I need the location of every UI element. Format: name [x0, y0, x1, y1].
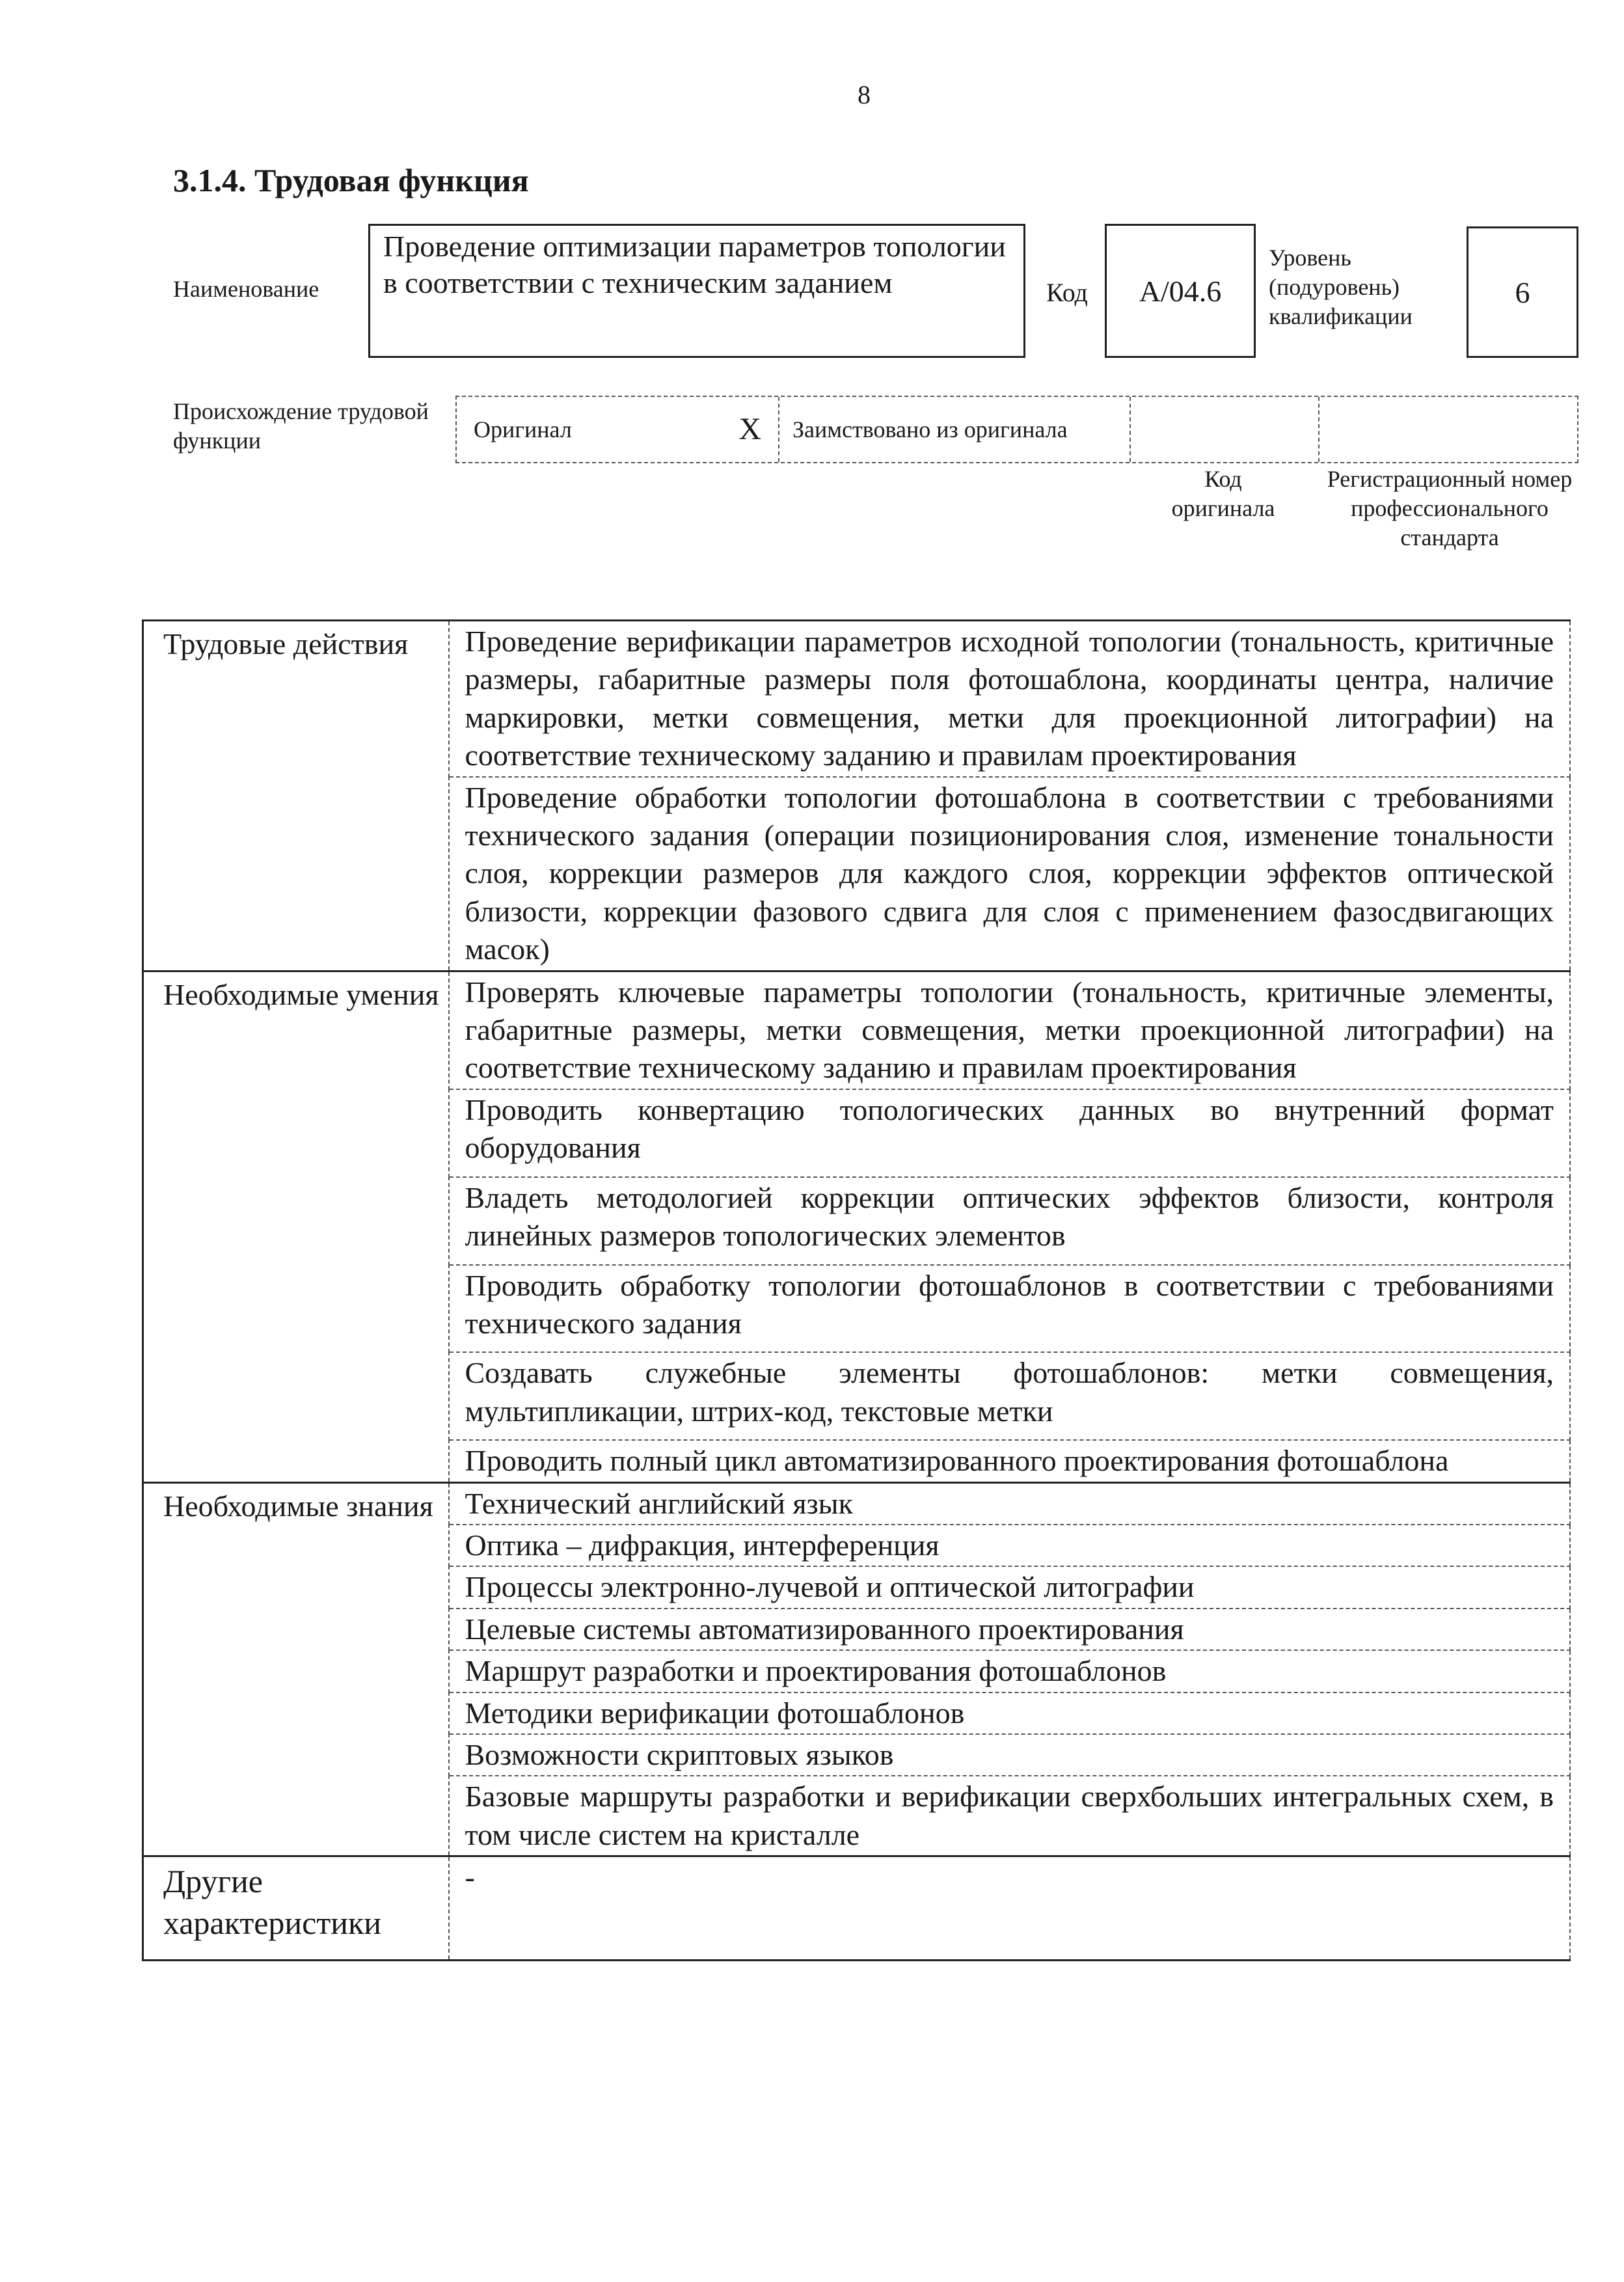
skill-item: Проверять ключевые параметры топологии (тональность, критичные элементы, габаритные размеры, метки совмещения, метки проекционной литографии) на соответствие техническому заданию и правилам проектирования	[449, 971, 1571, 1089]
labor-action-item: Проведение обработки топологии фотошаблона в соответствии с требованиями технического задания (операции позиционирования слоя, изменение тональности слоя, коррекции размеров для каждого слоя, коррекции эффектов оптической близости, коррекции фазового сдвига для слоя с применением фазосдвигающих масок)	[449, 777, 1571, 971]
skill-item: Проводить обработку топологии фотошаблонов в соответствии с требованиями технического задания	[449, 1265, 1571, 1353]
origin-original-cell	[457, 397, 779, 462]
knowledge-item: Маршрут разработки и проектирования фотошаблонов	[449, 1650, 1571, 1692]
code-label: Код	[1046, 278, 1088, 307]
table-row	[143, 621, 1571, 777]
origin-original-mark: X	[738, 412, 761, 446]
table-row	[143, 1482, 1571, 1525]
table-row	[143, 1856, 1571, 1961]
other-characteristics-value: -	[449, 1856, 1571, 1961]
knowledge-item: Технический английский язык	[449, 1482, 1571, 1525]
knowledge-item: Методики верификации фотошаблонов	[449, 1692, 1571, 1734]
qualification-level-value: 6	[1467, 226, 1578, 358]
required-knowledge-label: Необходимые знания	[143, 1482, 449, 1856]
origin-borrowed-label: Заимствовано из оригинала	[792, 416, 1068, 442]
origin-table	[455, 396, 1578, 463]
section-title: 3.1.4. Трудовая функция	[173, 162, 529, 198]
registration-number-caption: Регистрационный номер профессионального стандарта	[1327, 466, 1573, 550]
origin-code-cell	[1131, 397, 1320, 462]
skill-item: Владеть методологией коррекции оптических эффектов близости, контроля линейных размеров топологических элементов	[449, 1177, 1571, 1265]
knowledge-item: Возможности скриптовых языков	[449, 1734, 1571, 1776]
page-number: 8	[858, 80, 871, 109]
labor-function-table	[142, 619, 1571, 1961]
knowledge-item: Целевые системы автоматизированного проектирования	[449, 1609, 1571, 1650]
knowledge-item: Процессы электронно-лучевой и оптической литографии	[449, 1566, 1571, 1608]
origin-original-label: Оригинал	[474, 416, 572, 442]
code-original-caption: Код оригинала	[1171, 466, 1275, 521]
function-name-value: Проведение оптимизации параметров топологии в соответствии с техническим заданием	[368, 224, 1025, 358]
name-label: Наименование	[173, 276, 319, 302]
skill-item: Проводить конвертацию топологических данных во внутренний формат оборудования	[449, 1089, 1571, 1177]
skill-item: Создавать служебные элементы фотошаблонов: метки совмещения, мультипликации, штрих-код, текстовые метки	[449, 1352, 1571, 1440]
required-skills-label: Необходимые умения	[143, 971, 449, 1482]
labor-action-item: Проведение верификации параметров исходной топологии (тональность, критичные размеры, габаритные размеры поля фотошаблона, координаты центра, наличие маркировки, метки совмещения, метки для проекционной литографии) на соответствие техническому заданию и правилам проектирования	[449, 621, 1571, 777]
origin-registration-cell	[1320, 397, 1577, 462]
labor-actions-label: Трудовые действия	[143, 621, 449, 971]
table-row	[143, 971, 1571, 1089]
knowledge-item: Базовые маршруты разработки и верификации сверхбольших интегральных схем, в том числе систем на кристалле	[449, 1776, 1571, 1856]
function-code-value: A/04.6	[1105, 224, 1256, 358]
origin-borrowed-cell	[779, 397, 1131, 462]
qualification-level-label: Уровень (подуровень) квалификации	[1269, 245, 1413, 329]
skill-item: Проводить полный цикл автоматизированного проектирования фотошаблона	[449, 1440, 1571, 1482]
knowledge-item: Оптика – дифракция, интерференция	[449, 1525, 1571, 1566]
origin-label: Происхождение трудовой функции	[173, 398, 429, 454]
other-characteristics-label: Другие характеристики	[143, 1856, 449, 1961]
